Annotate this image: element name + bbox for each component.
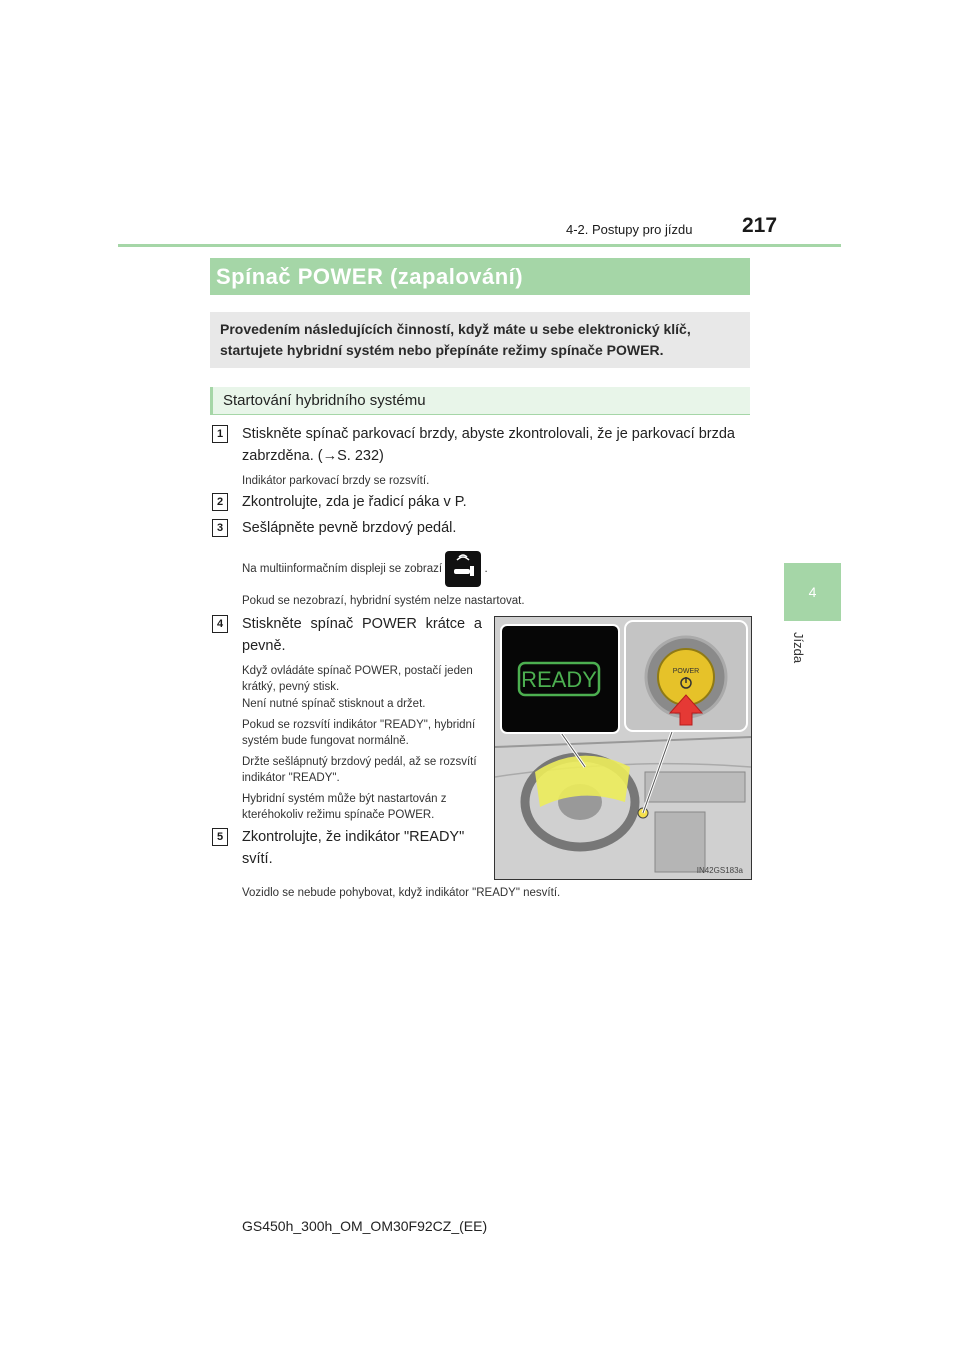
step-1-note: Indikátor parkovací brzdy se rozsvítí. <box>242 475 430 487</box>
step-3-text: Sešlápněte pevně brzdový pedál. <box>242 520 457 536</box>
step-2-text: Zkontrolujte, zda je řadicí páka v P. <box>242 494 467 510</box>
figure-code: IN42GS183a <box>696 866 743 875</box>
step-3-note-display: Na multiinformačním displeji se zobrazí . <box>242 551 488 587</box>
step-3-number: 3 <box>212 519 228 537</box>
page-number: 217 <box>742 214 778 237</box>
step-5-text: Zkontrolujte, že indikátor "READY" svítí. <box>242 829 465 867</box>
header-rule <box>118 244 841 247</box>
step-1-text: Stiskněte spínač parkovací brzdy, abyste zkontrolovali, že je parkovací brzda zabrzděna. (→S. 232) <box>242 426 735 464</box>
step-4-note-2: Není nutné spínač stisknout a držet. <box>242 698 426 710</box>
dashboard-illustration <box>494 616 752 880</box>
ready-indicator-text: READY <box>521 667 597 692</box>
chapter-tab: 4 <box>784 563 841 621</box>
step-3-note-warning: Pokud se nezobrazí, hybridní systém nelze nastartovat. <box>242 595 525 607</box>
brake-pedal-icon <box>445 551 481 587</box>
chapter-label: Jízda <box>791 632 806 664</box>
step-4-note-1: Když ovládáte spínač POWER, postačí jeden krátký, pevný stisk. <box>242 665 473 693</box>
step-2-number: 2 <box>212 493 228 511</box>
dashboard-drawing <box>495 617 751 879</box>
step-4-note-5: Hybridní systém může být nastartován z kteréhokoliv režimu spínače POWER. <box>242 793 447 821</box>
page-title: Spínač POWER (zapalování) <box>210 258 750 295</box>
step-4-note-3: Pokud se rozsvítí indikátor "READY", hybridní systém bude fungovat normálně. <box>242 719 476 747</box>
step-4-note-4: Držte sešlápnutý brzdový pedál, až se rozsvítí indikátor "READY". <box>242 756 477 784</box>
power-button-label: POWER <box>672 668 700 675</box>
step-4-number: 4 <box>212 615 228 633</box>
document-footer: GS450h_300h_OM_OM30F92CZ_(EE) <box>242 1218 488 1234</box>
step-4-text: Stiskněte spínač POWER krátce a pevně. <box>242 616 482 654</box>
step-1-number: 1 <box>212 425 228 443</box>
step-5-note: Vozidlo se nebude pohybovat, když indikátor "READY" nesvítí. <box>242 887 561 899</box>
step-5-number: 5 <box>212 828 228 846</box>
section-label: 4-2. Postupy pro jízdu <box>566 222 693 237</box>
intro-box: Provedením následujících činností, když máte u sebe elektronický klíč, startujete hybridní systém nebo přepínáte režimy spínače POWER. <box>210 312 750 368</box>
subsection-title: Startování hybridního systému <box>210 387 750 415</box>
